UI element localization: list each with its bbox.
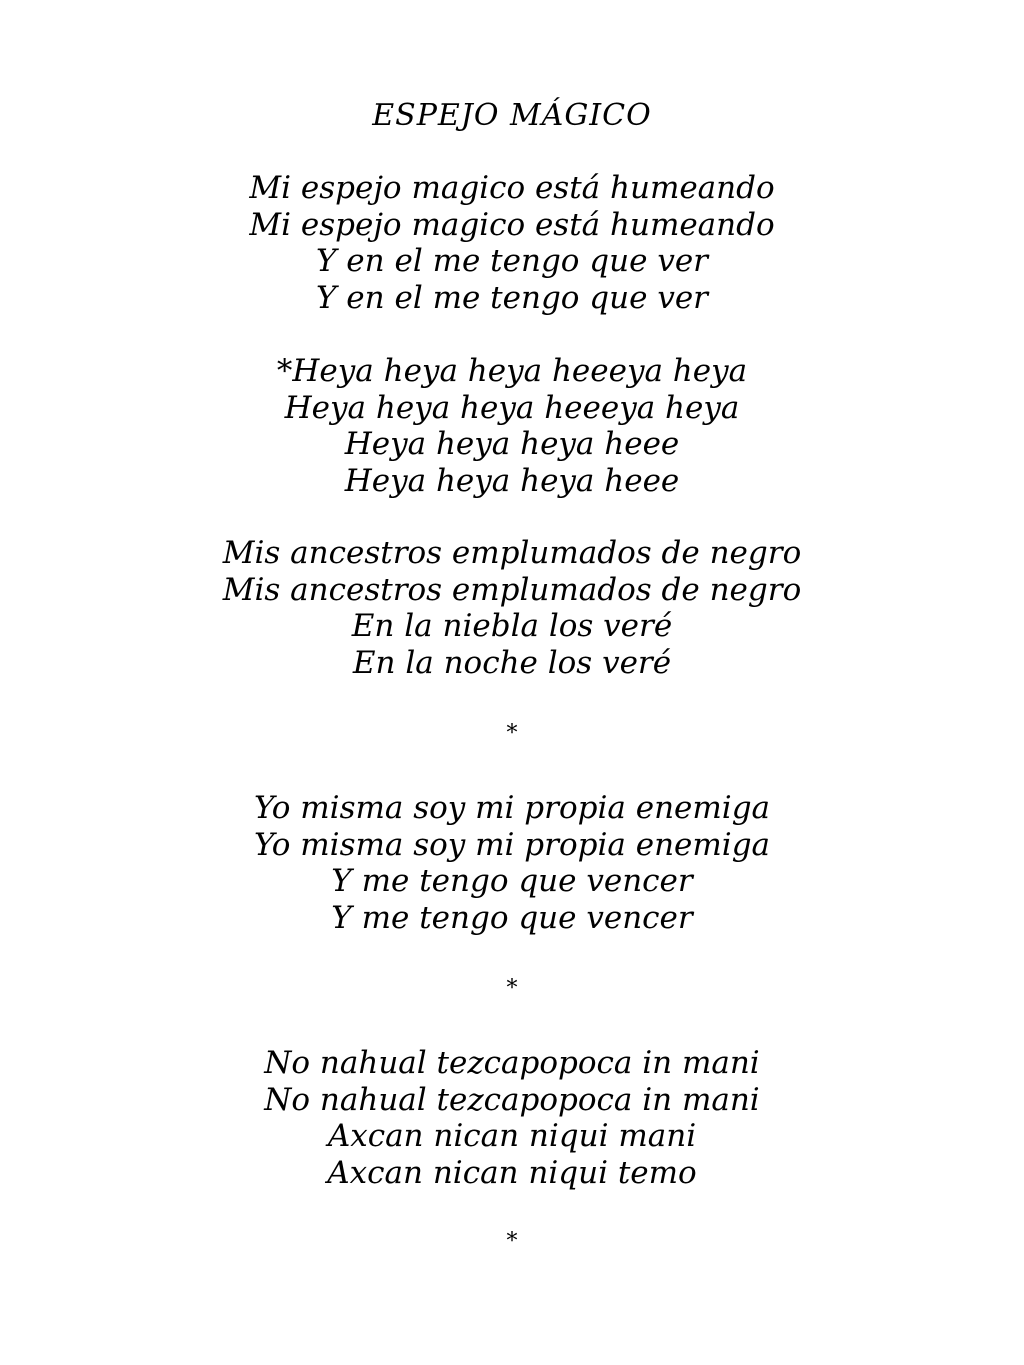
poem-line: *Heya heya heya heeeya heya (276, 353, 748, 389)
poem-line: Yo misma soy mi propia enemiga (253, 790, 771, 826)
poem-line: Axcan nican niqui mani (327, 1118, 697, 1154)
refrain-mark: * (506, 976, 518, 1001)
poem-line: Yo misma soy mi propia enemiga (253, 826, 771, 863)
poem-line: Mi espejo magico está humeando (249, 170, 775, 206)
poem-line: Y en el me tengo que ver (315, 279, 708, 316)
stanza-4 (0, 790, 1024, 936)
poem-line: En la noche los veré (352, 644, 672, 681)
poem-line: Y me tengo que vencer (331, 899, 693, 936)
poem-line: Heya heya heya heeeya heya (284, 389, 740, 426)
poem-line: Heya heya heya heee (344, 462, 680, 499)
stanza-3 (0, 535, 1024, 681)
refrain-mark: * (506, 1229, 518, 1254)
poem-line: Axcan nican niqui temo (327, 1154, 697, 1191)
poem-line: Heya heya heya heee (344, 426, 680, 462)
refrain-mark: * (506, 721, 518, 746)
stanza-5 (0, 1045, 1024, 1191)
poem-line: Mis ancestros emplumados de negro (222, 571, 802, 608)
poem-title: ESPEJO MÁGICO (372, 98, 652, 133)
poem-line: Y me tengo que vencer (331, 863, 693, 899)
poem-line: Mi espejo magico está humeando (249, 206, 775, 243)
stanza-2 (0, 353, 1024, 499)
stanza-1 (0, 170, 1024, 316)
poem-line: Y en el me tengo que ver (315, 243, 708, 279)
poem-line: En la niebla los veré (351, 608, 673, 644)
poem-line: No nahual tezcapopoca in mani (264, 1045, 760, 1081)
poem-line: Mis ancestros emplumados de negro (222, 535, 802, 571)
poem-line: No nahual tezcapopoca in mani (264, 1081, 760, 1118)
